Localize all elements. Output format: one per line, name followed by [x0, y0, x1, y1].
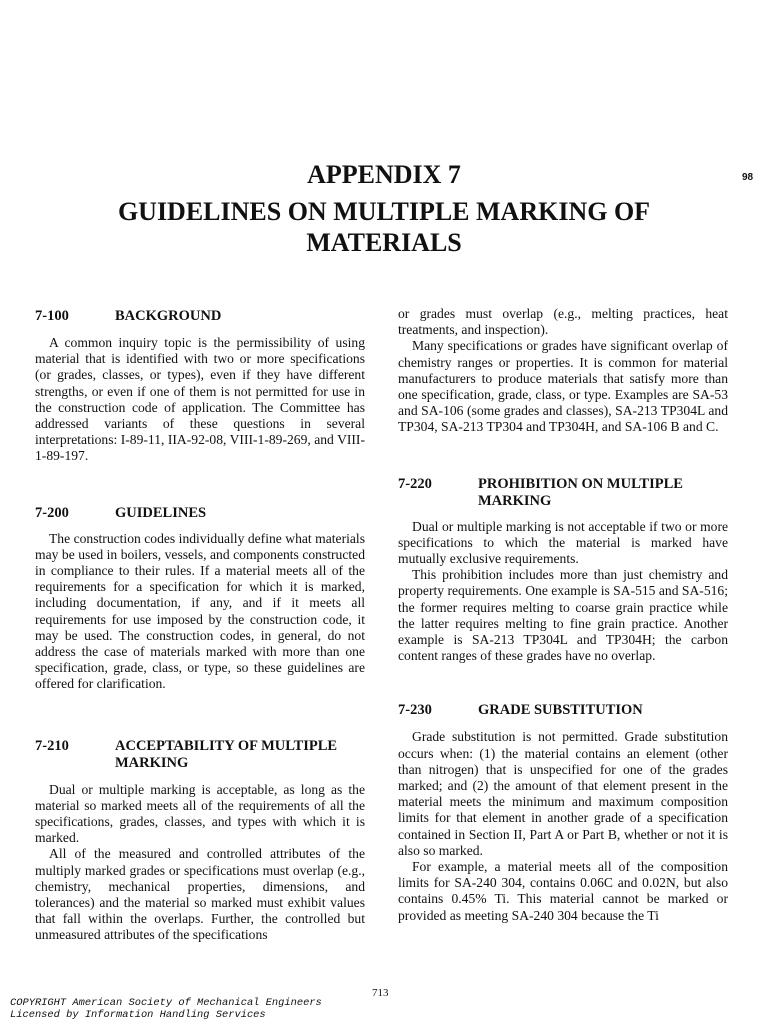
section-title: ACCEPTABILITY OF MULTIPLE MARKING: [115, 737, 338, 771]
right-column: [398, 306, 728, 924]
side-page-number: 98: [742, 172, 754, 183]
paragraph: Dual or multiple marking is acceptable, as long as the material so marked meets all of the requirements of all the specifications, grades, classes, and types with which it is marked.: [35, 781, 365, 846]
copyright-line: COPYRIGHT American Society of Mechanical Engineers: [10, 997, 322, 1009]
copyright-footer: [10, 997, 322, 1021]
left-column: [35, 308, 365, 944]
page-number: 713: [372, 987, 389, 999]
section-number: 7-220: [398, 475, 432, 492]
section-heading-7-100: [35, 308, 365, 325]
appendix-subtitle-line1: GUIDELINES ON MULTIPLE MARKING OF: [117, 197, 651, 226]
paragraph: Dual or multiple marking is not acceptable if two or more specifications to which the material is marked have mutually exclusive requirements.: [398, 518, 728, 567]
section-number: 7-230: [398, 702, 432, 719]
license-line: Licensed by Information Handling Services: [10, 1009, 266, 1021]
section-number: 7-100: [35, 308, 69, 324]
paragraph: or grades must overlap (e.g., melting practices, heat treatments, and inspection).: [398, 306, 728, 338]
paragraph: Grade substitution is not permitted. Grade substitution occurs when: (1) the material contains an element (other than nitrogen) that is unspecified for one of the grades marked; and (2) the amount of that element present in the material meets the minimum and maximum composition limits for that element in another grade of a specification contained in Section II, Part A or Part B, whether or not it is also so marked.: [398, 729, 728, 858]
section-title: BACKGROUND: [115, 308, 222, 324]
section-title: GRADE SUBSTITUTION: [478, 702, 643, 719]
section-heading-7-210: [35, 738, 365, 772]
section-heading-7-230: [398, 702, 728, 719]
paragraph: For example, a material meets all of the composition limits for SA-240 304, contains 0.06C and 0.02N, but also contains 0.45% Ti. This material cannot be marked or provided as meeting SA-240 304 because the Ti: [398, 859, 728, 923]
section-title: PROHIBITION ON MULTIPLE MARKING: [478, 475, 683, 509]
section-heading-7-200: [35, 505, 365, 522]
section-title: GUIDELINES: [115, 504, 207, 521]
paragraph: All of the measured and controlled attributes of the multiply marked grades or specifications must overlap (e.g., chemistry, mechanical properties, dimensions, and tolerances) and the material so marked must exhibit values that fall within the overlaps. Further, the controlled but unmeasured attributes of the specifications: [35, 846, 365, 943]
paragraph: This prohibition includes more than just chemistry and property requirements. One example is SA-515 and SA-516; the former requires melting to coarse grain practice while the latter requires melting to fine grain practice. Another example is SA-213 TP304L and TP304H; the carbon content ranges of these grades have no overlap.: [398, 567, 728, 664]
section-number: 7-210: [35, 737, 69, 754]
appendix-subtitle-line2: MATERIALS: [306, 228, 462, 257]
section-heading-7-220: [398, 476, 728, 510]
paragraph: A common inquiry topic is the permissibility of using material that is identified with two or more specifications (or grades, classes, or types), even if they have different strengths, or even if one of them is not permitted for use in the construction code of application. The Committee has addressed variants of these questions in several interpretations: I-89-11, IIA-92-08, VIII-1-89-269, and VIII-1-89-197.: [35, 335, 365, 464]
paragraph: The construction codes individually define what materials may be used in boilers, vessels, and components constructed in compliance to their rules. If a material meets all of the requirements for a specification for which it is marked, including documentation, if any, and if it meets all requirements for use imposed by the construction code, it may be used. The construction codes, in general, do not address the case of materials marked with more than one specification, grade, class, or type, so these guidelines are offered for clarification.: [35, 530, 365, 692]
section-number: 7-200: [35, 504, 69, 521]
appendix-title: APPENDIX 7: [307, 160, 461, 189]
paragraph: Many specifications or grades have significant overlap of chemistry ranges or properties. It is common for material manufacturers to produce materials that satisfy more than one specification, grade, class, or type. Examples are SA-53 and SA-106 (some grades and classes), SA-213 TP304L and TP304, SA-213 TP304 and TP304H, and SA-106 B and C.: [398, 338, 728, 435]
